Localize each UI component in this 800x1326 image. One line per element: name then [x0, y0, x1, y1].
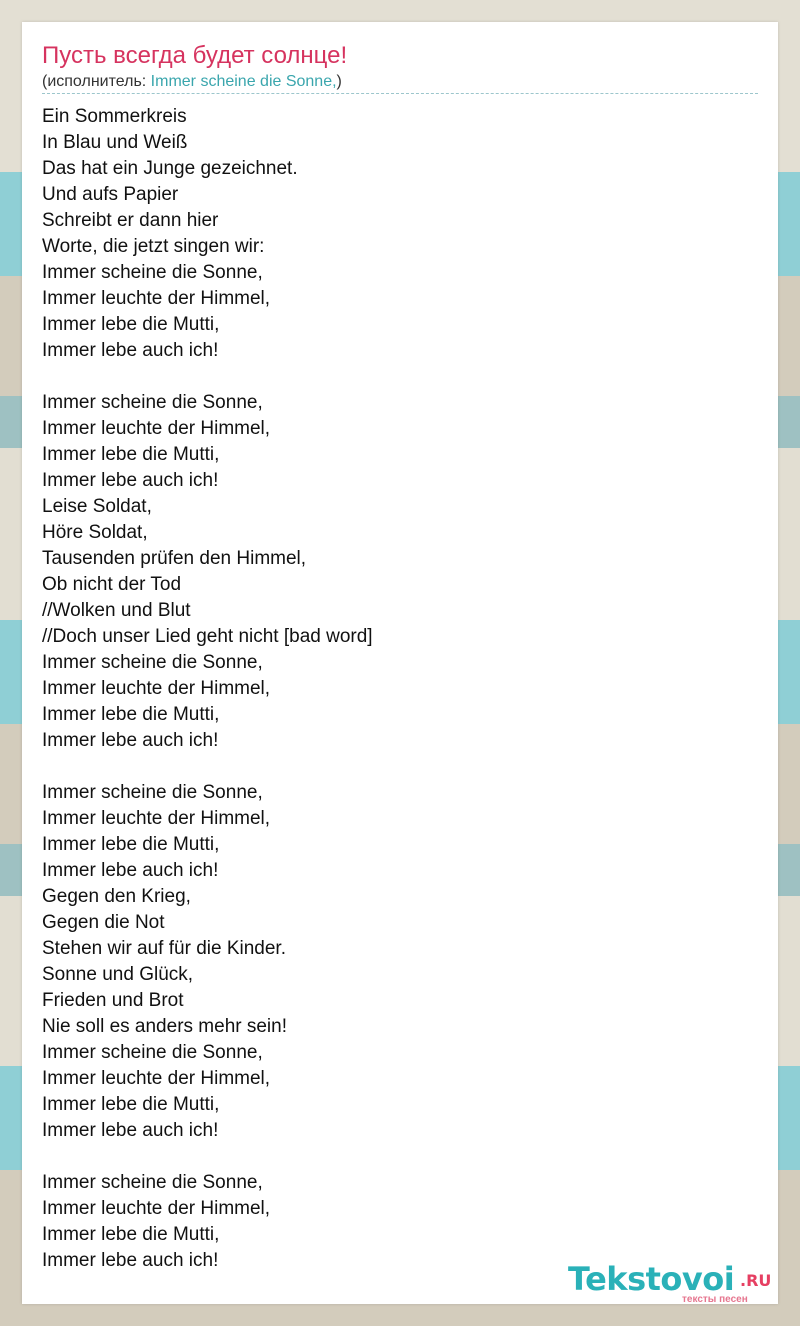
lyric-line: Immer leuchte der Himmel,	[42, 1198, 271, 1219]
lyric-line: Immer leuchte der Himmel,	[42, 288, 271, 309]
lyrics-body	[42, 104, 758, 1274]
lyric-line: Immer lebe auch ich!	[42, 1250, 219, 1271]
lyric-line: Frieden und Brot	[42, 990, 184, 1011]
lyric-line: In Blau und Weiß	[42, 132, 188, 153]
lyric-line: Stehen wir auf für die Kinder.	[42, 938, 286, 959]
logo-tagline: тексты песен	[682, 1294, 748, 1305]
lyric-line: Immer lebe auch ich!	[42, 340, 219, 361]
lyric-line: Leise Soldat,	[42, 496, 152, 517]
logo-tld: .RU	[740, 1271, 772, 1290]
lyric-line: Immer scheine die Sonne,	[42, 782, 263, 803]
lyric-line: Immer leuchte der Himmel,	[42, 678, 271, 699]
lyric-line: Worte, die jetzt singen wir:	[42, 236, 265, 257]
lyric-line: Höre Soldat,	[42, 522, 148, 543]
lyric-line: Immer lebe die Mutti,	[42, 834, 220, 855]
song-title: Пусть всегда будет солнце!	[42, 42, 348, 69]
lyric-line: //Wolken und Blut	[42, 600, 191, 621]
lyric-line: Immer scheine die Sonne,	[42, 1042, 263, 1063]
performer-line	[42, 73, 342, 91]
lyric-line: Immer lebe die Mutti,	[42, 1224, 220, 1245]
lyric-line: Immer lebe die Mutti,	[42, 704, 220, 725]
logo-name: Tekstovoi	[568, 1260, 735, 1298]
performer-suffix: )	[336, 73, 342, 90]
lyric-line: Gegen die Not	[42, 912, 165, 933]
lyric-line: Immer scheine die Sonne,	[42, 652, 263, 673]
lyric-line: Und aufs Papier	[42, 184, 179, 205]
lyric-line: Immer lebe auch ich!	[42, 730, 219, 751]
lyric-line: Immer lebe die Mutti,	[42, 444, 220, 465]
lyric-line: Immer lebe die Mutti,	[42, 314, 220, 335]
title-divider	[42, 93, 758, 94]
lyric-line: Sonne und Glück,	[42, 964, 194, 985]
lyric-line: Das hat ein Junge gezeichnet.	[42, 158, 298, 179]
lyric-line: Immer lebe auch ich!	[42, 860, 219, 881]
performer-prefix: (исполнитель:	[42, 73, 151, 90]
lyric-line: Immer lebe auch ich!	[42, 470, 219, 491]
lyric-line: Immer scheine die Sonne,	[42, 1172, 263, 1193]
lyric-line: Schreibt er dann hier	[42, 210, 219, 231]
lyric-line: //Doch unser Lied geht nicht [bad word]	[42, 626, 373, 647]
lyric-line: Gegen den Krieg,	[42, 886, 191, 907]
lyric-line: Immer leuchte der Himmel,	[42, 1068, 271, 1089]
lyric-line: Immer lebe auch ich!	[42, 1120, 219, 1141]
stanza-gap	[42, 1144, 758, 1170]
lyric-line: Ob nicht der Tod	[42, 574, 182, 595]
lyric-line: Immer leuchte der Himmel,	[42, 418, 271, 439]
lyric-line: Ein Sommerkreis	[42, 106, 187, 127]
lyrics-card	[22, 22, 778, 1304]
lyric-line: Immer scheine die Sonne,	[42, 392, 263, 413]
performer-link[interactable]: Immer scheine die Sonne,	[150, 73, 337, 90]
stanza-gap	[42, 754, 758, 780]
site-logo[interactable]	[568, 1260, 778, 1304]
stanza-gap	[42, 364, 758, 390]
lyric-line: Immer lebe die Mutti,	[42, 1094, 220, 1115]
lyric-line: Nie soll es anders mehr sein!	[42, 1016, 287, 1037]
lyric-line: Tausenden prüfen den Himmel,	[42, 548, 307, 569]
lyric-line: Immer scheine die Sonne,	[42, 262, 263, 283]
lyric-line: Immer leuchte der Himmel,	[42, 808, 271, 829]
